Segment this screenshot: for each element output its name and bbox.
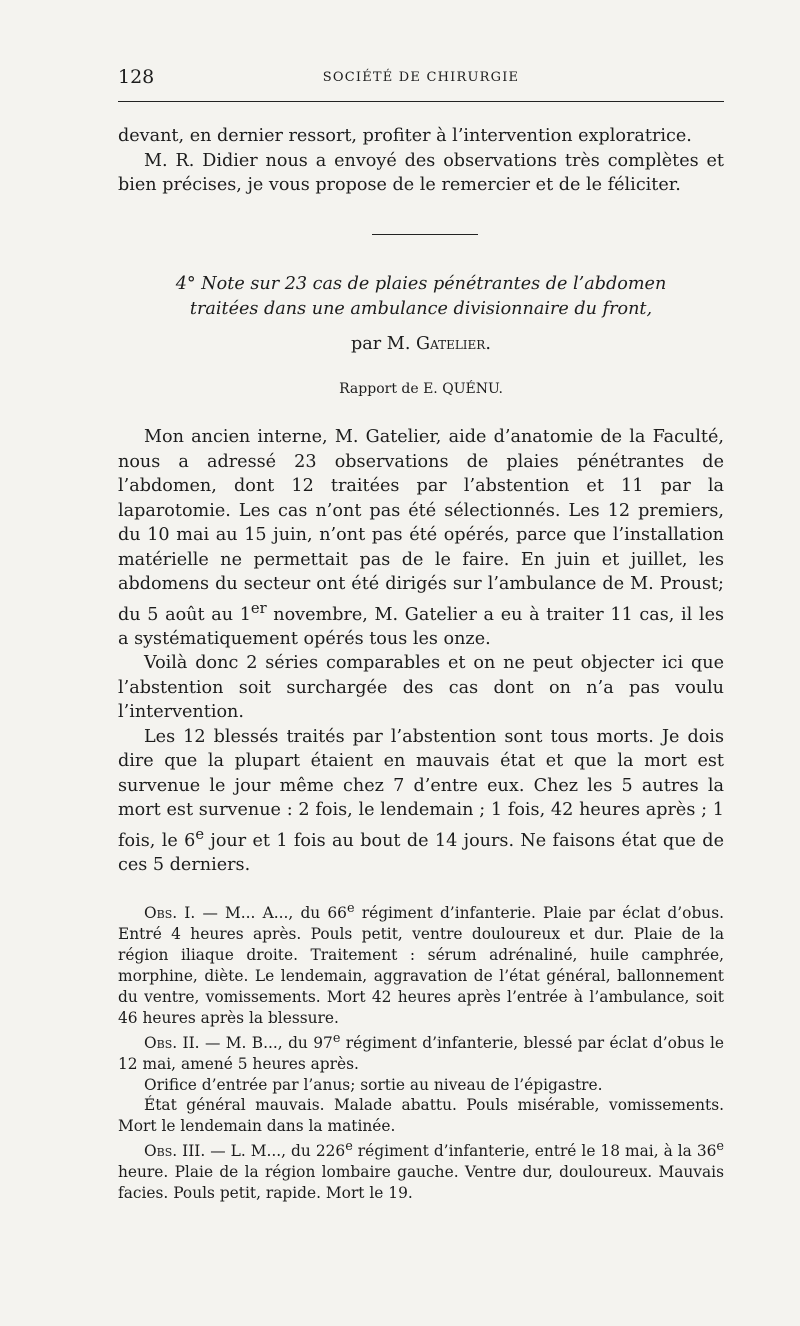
observation-3-text-c: heure. Plaie de la région lombaire gauche. Ventre dur, douloureux. Mauvais facies. Pouls petit, rapide. Mort le 19. — [118, 1163, 724, 1203]
intro-paragraph-1: devant, en dernier ressort, profiter à l’intervention exploratrice. — [118, 126, 692, 146]
section-separator — [372, 234, 478, 235]
note-title — [118, 272, 724, 321]
running-title: SOCIÉTÉ DE CHIRURGIE — [322, 70, 520, 85]
body-paragraph-3 — [118, 725, 724, 878]
note-title-line-2: traitées dans une ambulance divisionnaire du front, — [189, 298, 653, 319]
observation-2-paragraph-2: Orifice d’entrée par l’anus; sortie au niveau de l’épigastre. — [144, 1075, 603, 1094]
observation-1-text-a: — M... A..., du 66 — [195, 904, 347, 923]
body-paragraph-3-text-b: jour et 1 fois au bout de 14 jours. Ne faisons état que de ces 5 derniers. — [118, 830, 724, 876]
rapport-line — [118, 381, 724, 397]
observation-2-text-a: — M. B..., du 97 — [199, 1033, 333, 1052]
observation-3 — [118, 1137, 724, 1204]
running-head — [118, 66, 724, 90]
observations-section — [118, 899, 724, 1204]
observation-2 — [118, 1029, 724, 1075]
observation-label: Obs. I. — [144, 904, 196, 923]
body-section — [118, 425, 724, 878]
superscript: er — [250, 599, 267, 617]
body-paragraph-1-text-a: Mon ancien interne, M. Gatelier, aide d’anatomie de la Faculté, nous a adressé 23 observations de plaies pénétrantes de l’abdomen, dont 12 traitées par l’abstention et 11 par la laparotomie. Les cas n’ont pas été sélectionnés. Les 12 premiers, du 10 mai au 15 juin, n’ont pas été opérés, parce que l’installation matérielle ne permettait pas de le faire. En juin et juillet, les abdomens du secteur ont été dirigés sur l’ambulance de M. Proust; du 5 août au 1 — [118, 427, 724, 625]
body-paragraph-1 — [118, 425, 724, 651]
observation-2-text-b: régiment d’infanterie, blessé par éclat d’obus le 12 mai, amené 5 heures après. — [118, 1033, 725, 1073]
observation-1-text-b: régiment d’infanterie. Plaie par éclat d’obus. Entré 4 heures après. Pouls petit, ventre douloureux et dur. Plaie de la région iliaque droite. Traitement : sérum adrénaliné, huile camphrée, morphine, diète. Le lendemain, aggravation de l’état général, ballonnement du ventre, vomissements. Mort 42 heures après l’entrée à l’ambulance, soit 46 heures après la blessure. — [118, 904, 724, 1027]
body-paragraph-1-text-b: novembre, M. Gatelier a eu à traiter 11 cas, il les a systématiquement opérés tous les onze. — [118, 604, 725, 649]
intro-section — [118, 124, 724, 198]
note-title-line-1: 4° Note sur 23 cas de plaies pénétrantes de l’abdomen — [175, 274, 667, 294]
body-paragraph-2: Voilà donc 2 séries comparables et on ne peut objecter ici que l’abstention soit surchargée des cas dont on n’a pas voulu l’intervention. — [118, 653, 724, 723]
observation-label: Obs. II. — [144, 1033, 200, 1052]
observation-label: Obs. III. — [144, 1142, 206, 1161]
superscript: e — [716, 1139, 725, 1155]
header-rule — [118, 101, 724, 102]
observation-3-text-b: régiment d’infanterie, entré le 18 mai, à la 36 — [352, 1142, 717, 1161]
body-paragraph-3-text-a: Les 12 blessés traités par l’abstention sont tous morts. Je dois dire que la plupart étaient en mauvais état et que la mort est survenue le jour même chez 7 d’entre eux. Chez les 5 autres la mort est survenue : 2 fois, le lendemain ; 1 fois, 42 heures après ; 1 fois, le 6 — [118, 726, 724, 851]
observation-3-text-a: — L. M..., du 226 — [205, 1142, 346, 1161]
superscript: e — [345, 1139, 353, 1155]
author-name: Gatelier. — [416, 334, 491, 354]
superscript: e — [346, 901, 355, 916]
rapporteur-name: QUÉNU. — [442, 381, 503, 397]
observation-2-paragraph-3: État général mauvais. Malade abattu. Pouls misérable, vomissements. Mort le lendemain dans la matinée. — [118, 1096, 724, 1136]
byline-prefix: par M. — [351, 334, 411, 354]
page-number: 128 — [118, 66, 155, 88]
rapport-label: Rapport de E. — [339, 381, 438, 397]
superscript: e — [195, 825, 204, 843]
intro-paragraph-2: M. R. Didier nous a envoyé des observations très complètes et bien précises, je vous propose de le remercier et de le féliciter. — [118, 150, 724, 195]
author-byline — [118, 334, 724, 354]
observation-1 — [118, 899, 724, 1029]
superscript: e — [332, 1030, 341, 1046]
